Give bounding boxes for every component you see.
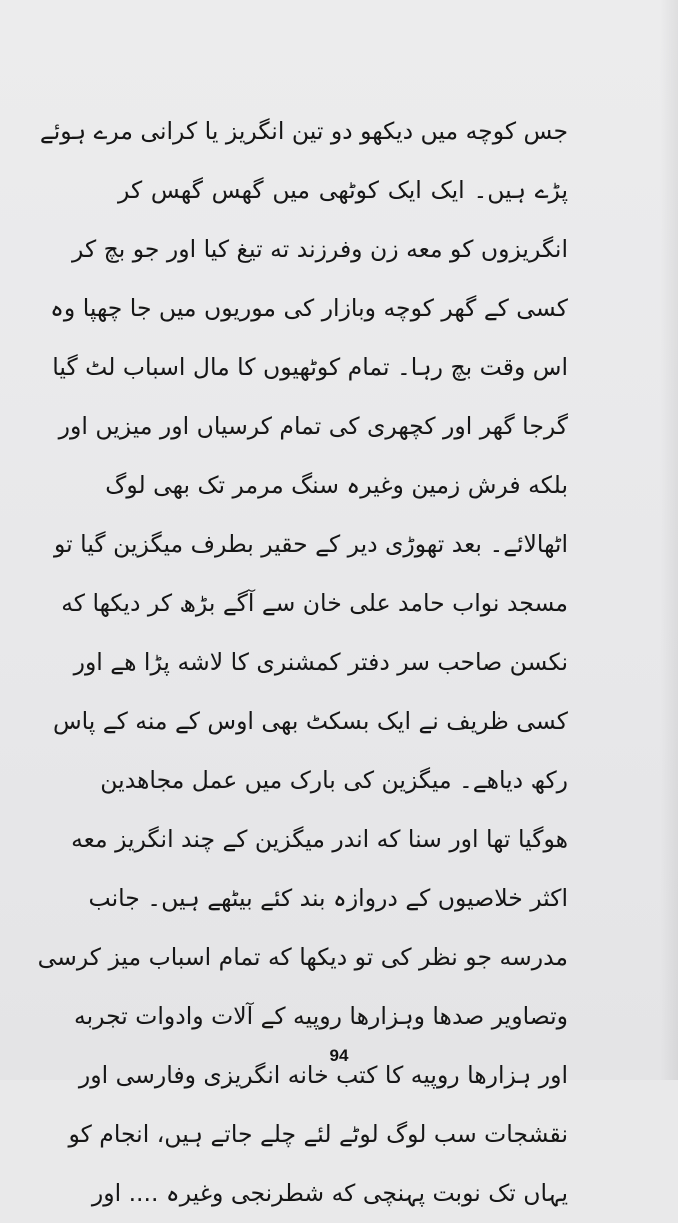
text-line: یہاں تک نوبت پہنچی که شطرنجی وغیرہ .... اور <box>91 1179 568 1207</box>
text-line: نکسن صاحب سر دفتر کمشنری کا لاشه پڑا ھے اور <box>73 648 568 676</box>
text-line: نقشجات سب لوگ لوٹے لئے چلے جاتے ہیں، انجام کو <box>68 1120 568 1148</box>
text-line: اٹھالائے۔ بعد تھوڑی دیر کے حقیر بطرف میگزین گیا تو <box>54 530 568 558</box>
text-line: رکھ دیاھے۔ میگزین کی بارک میں عمل مجاھدین <box>100 766 568 794</box>
text-line: وتصاویر صدھا وہزارھا روپیه کے آلات وادوات تجربه <box>73 1002 568 1030</box>
text-line: مدرسه جو نظر کی تو دیکھا که تمام اسباب میز کرسی <box>37 943 568 971</box>
text-line: بلکه فرش زمین وغیرہ سنگ مرمر تک بھی لوگ <box>105 471 568 499</box>
text-line: پڑے ہیں۔ ایک ایک کوٹھی میں گھس گھس کر <box>118 176 568 204</box>
text-line: اور ہزارھا روپیه کا کتب خانه انگریزی وفارسی اور <box>78 1061 568 1089</box>
text-line: جس کوچه میں دیکھو دو تین انگریز یا کرانی مرے ہوئے <box>39 117 568 145</box>
text-line: اس وقت بچ رہا۔ تمام کوٹھیوں کا مال اسباب لٹ گیا <box>52 353 568 381</box>
text-line: گرجا گھر اور کچھری کی تمام کرسیاں اور میزیں اور <box>58 412 568 440</box>
text-line: ھوگیا تھا اور سنا که اندر میگزین کے چند انگریز معه <box>71 825 568 853</box>
text-line: انگریزوں کو معه زن وفرزند ته تیغ کیا اور جو بچ کر <box>71 235 568 263</box>
text-line: مسجد نواب حامد علی خان سے آگے بڑھ کر دیکھا که <box>61 589 568 617</box>
text-line: کسی کے گھر کوچه وبازار کی موریوں میں جا چھپا وہ <box>50 294 568 322</box>
page-number: 94 <box>329 1046 349 1065</box>
text-line: کسی ظریف نے ایک بسکٹ بھی اوس کے منه کے پاس <box>52 707 568 735</box>
page-edge-shadow <box>660 0 678 1080</box>
text-line: اکثر خلاصیوں کے دروازہ بند کئے بیٹھے ہیں۔ جانب <box>88 884 568 912</box>
